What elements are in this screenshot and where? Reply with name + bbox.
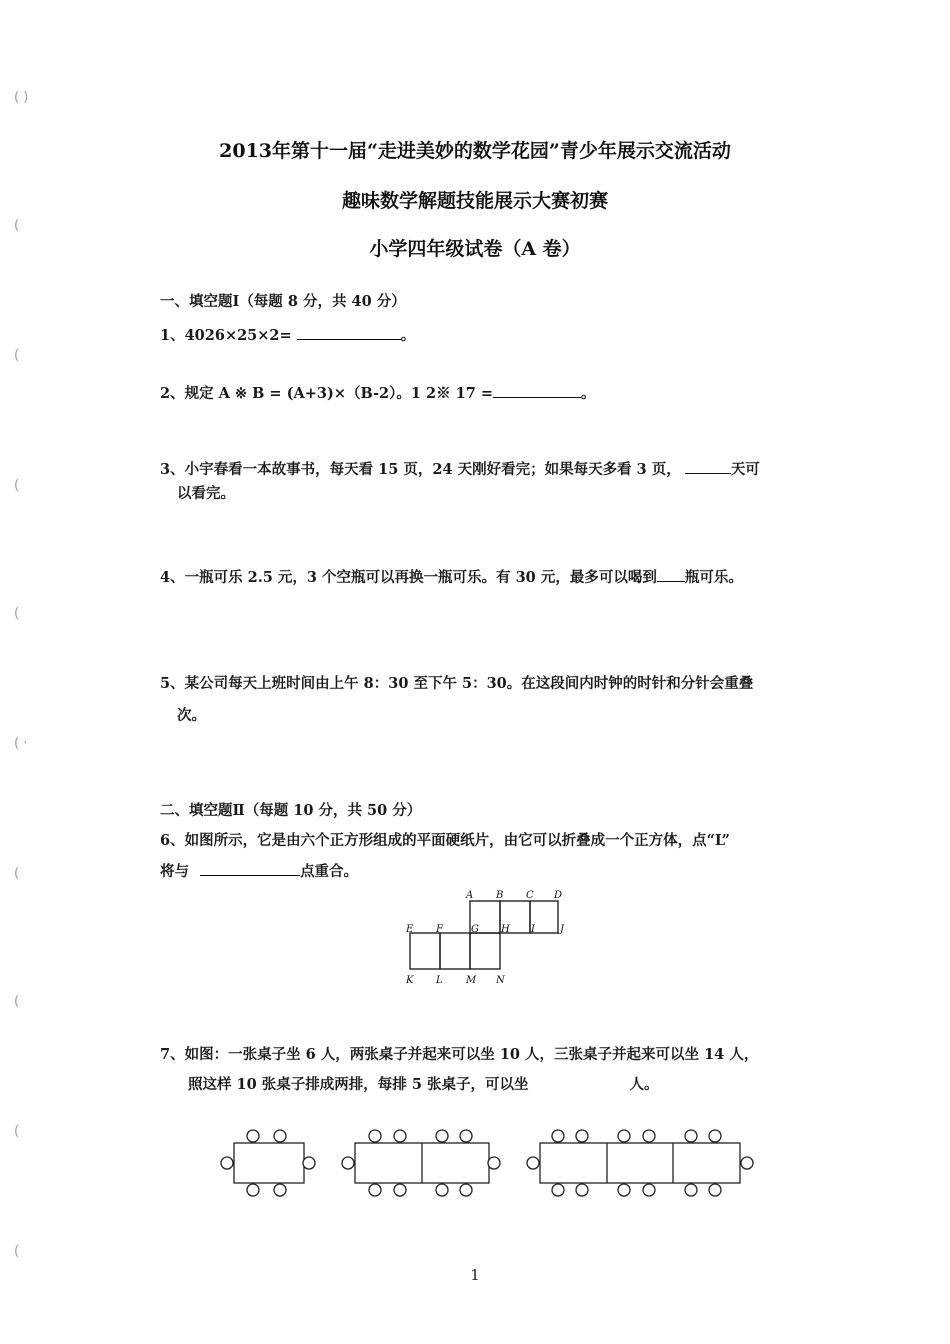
binding-mark: (	[14, 348, 20, 363]
net-label-k: K	[406, 975, 414, 986]
q4-text: 4、一瓶可乐 2.5 元，3 个空瓶可以再换一瓶可乐。有 30 元，最多可以喝到	[160, 569, 657, 586]
section1-heading: 一、填空题Ⅰ（每题 8 分，共 40 分）	[160, 293, 406, 310]
q1-answer-blank[interactable]	[297, 325, 401, 340]
q4-end: 瓶可乐。	[684, 569, 743, 586]
binding-mark: (	[14, 606, 20, 621]
exam-title-line3: 小学四年级试卷（A 卷）	[369, 238, 581, 260]
binding-mark: (	[14, 1124, 20, 1139]
q1-text: 1、4026×25×2=	[160, 327, 292, 344]
net-label-a: A	[466, 890, 474, 901]
q3-answer-blank[interactable]	[685, 459, 731, 474]
exam-title-line1: 2013年第十一届“走进美妙的数学花园”青少年展示交流活动	[219, 140, 731, 162]
question-5-cont: 次。	[177, 707, 206, 724]
question-3	[160, 458, 760, 479]
q6-text-a: 将与	[160, 863, 189, 880]
q7-text-a: 照这样 10 张桌子排成两排，每排 5 张桌子，可以坐	[188, 1076, 529, 1093]
section2-heading: 二、填空题Ⅱ（每题 10 分，共 50 分）	[160, 802, 422, 819]
net-label-m: M	[466, 975, 477, 986]
net-label-i: I	[531, 924, 535, 935]
q4-answer-blank[interactable]	[657, 567, 685, 582]
net-label-h: H	[501, 924, 510, 935]
q6-answer-blank[interactable]	[200, 861, 300, 876]
q2-end: 。	[581, 385, 596, 402]
question-7-cont	[188, 1073, 659, 1094]
net-label-b: B	[496, 890, 504, 901]
net-square-f	[440, 933, 470, 969]
net-label-j: J	[560, 924, 565, 935]
q3-text-a: 3、小宇春看一本故事书，每天看 15 页，24 天刚好看完；如果每天多看 3 页，	[160, 461, 681, 478]
two-tables-group	[342, 1130, 500, 1196]
cube-net-figure	[400, 886, 580, 996]
net-label-g: G	[471, 924, 479, 935]
binding-mark: (	[14, 218, 20, 233]
net-label-e: E	[406, 924, 414, 935]
page-number: 1	[470, 1266, 480, 1284]
question-2	[160, 382, 596, 403]
binding-mark: (	[14, 994, 20, 1009]
q2-answer-blank[interactable]	[493, 383, 581, 398]
question-4	[160, 566, 743, 587]
net-label-d: D	[554, 890, 563, 901]
one-table-group	[221, 1130, 315, 1196]
net-label-l: L	[436, 975, 443, 986]
question-3-cont: 以看完。	[177, 485, 235, 502]
q6-text-b: 点重合。	[300, 863, 359, 880]
binding-mark: ( )	[14, 90, 29, 105]
binding-mark: (	[14, 1244, 20, 1259]
binding-mark: (	[14, 866, 20, 881]
net-square-e	[410, 933, 440, 969]
q7-text-b: 人。	[629, 1076, 659, 1093]
binding-mark: ( ·	[14, 736, 28, 751]
tables-figure	[210, 1124, 770, 1204]
question-7: 7、如图：一张桌子坐 6 人，两张桌子并起来可以坐 10 人，三张桌子并起来可以坐 14 人，	[160, 1046, 759, 1063]
question-5: 5、某公司每天上班时间由上午 8：30 至下午 5：30。在这段间内时钟的时针和分针会重叠	[160, 675, 754, 692]
question-6: 6、如图所示，它是由六个正方形组成的平面硬纸片，由它可以折叠成一个正方体，点“L”	[160, 832, 730, 849]
binding-mark: (	[14, 478, 20, 493]
three-tables-group	[527, 1130, 753, 1196]
net-label-f: F	[436, 924, 443, 935]
net-square-g	[470, 933, 500, 969]
question-1	[160, 324, 415, 345]
exam-title-line2: 趣味数学解题技能展示大赛初赛	[341, 190, 608, 212]
q2-text: 2、规定 A ※ B = (A+3)×（B-2）。1 2※ 17 =	[160, 385, 494, 402]
q1-end: 。	[400, 327, 416, 344]
net-label-c: C	[526, 890, 534, 901]
question-6-cont	[160, 860, 358, 881]
net-label-n: N	[496, 975, 505, 986]
q3-text-b: 天可	[730, 461, 760, 478]
